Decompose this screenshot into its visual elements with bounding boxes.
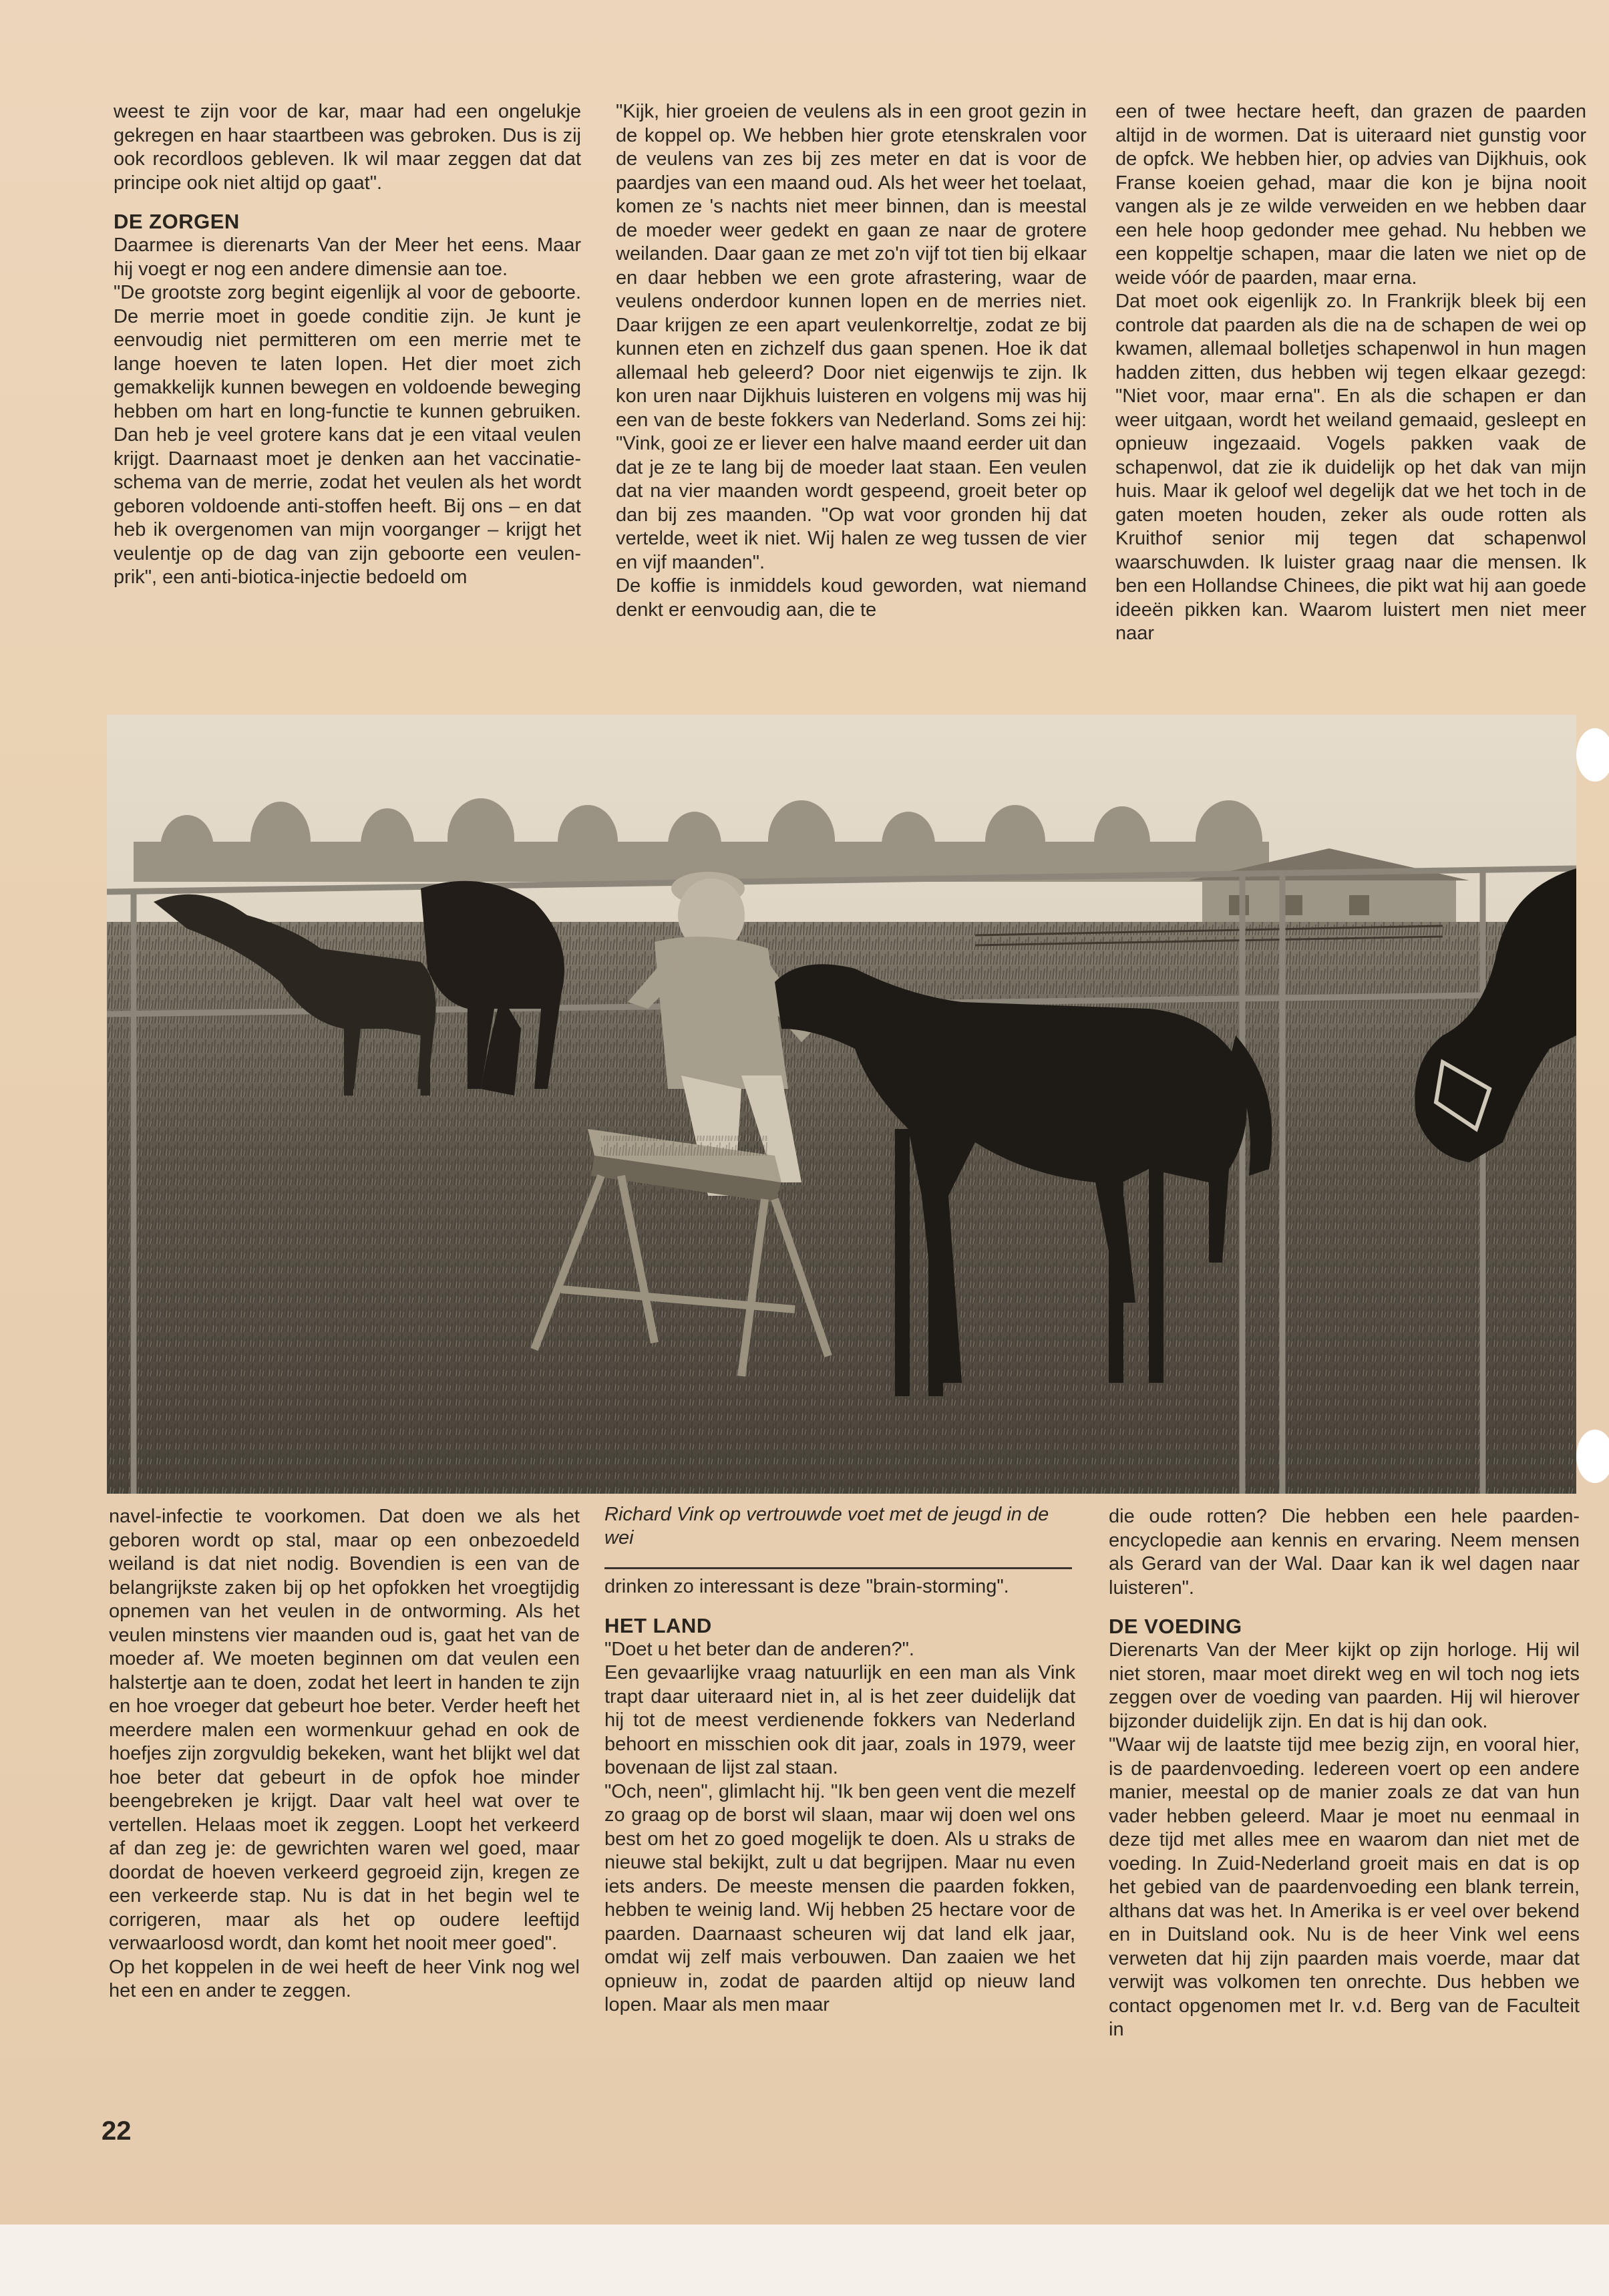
caption-divider [604,1567,1072,1569]
binder-hole-bottom [1576,1430,1609,1483]
page-number: 22 [102,2116,132,2146]
paragraph: "Waar wij de laatste tijd mee bezig zijn, en vooral hier, is de paardenvoeding. Iedereen voert op een andere manier, meestal op de manier zoals ze dat van hun vader hebben geleerd. Maar je moet nu eenmaal in deze tijd met alles mee en waarom dan niet met de voeding. In Zuid-Nederland groeit mais en dat is op het gebied van de paardenvoeding een blank terrein, althans dat was het. In Amerika is er veel over bekend en in Duitsland ook. Nu is de heer Vink wel eens verweten dat hij zijn paarden mais voerde, maar dat verwijt was volkomen ten onrechte. Dus hebben we contact opgenomen met Ir. v.d. Berg van de Faculteit in [1109,1734,1580,2040]
scan-margin [0,2225,1609,2296]
column-2-top [616,100,1087,622]
section-heading-zorgen: DE ZORGEN [114,210,240,233]
paragraph: Dierenarts Van der Meer kijkt op zijn horloge. Hij wil niet storen, maar moet direkt weg en wil toch nog iets zeggen over de voeding van paarden. Hij wil hierover bijzonder duidelijk zijn. En dat is hij dan ook. [1109,1639,1580,1732]
column-3-bottom [1109,1505,1580,2042]
paragraph: "Och, neen", glimlacht hij. "Ik ben geen vent die mezelf zo graag op de borst wil slaan, maar wij doen wel ons best om het zo goed mogelijk te doen. Als u straks de nieuwe stal bekijkt, zult u dat begrijpen. Maar nu even iets anders. De meeste mensen die paarden fokken, hebben te weinig land. Wij hebben 25 hectare voor de paarden. Daarnaast scheuren wij dat land elk jaar, omdat wij zelf mais verbouwen. Dan zaaien we het opnieuw in, zodat de paarden altijd op nieuw land lopen. Maar als men maar [604,1780,1075,2015]
section-heading-land: HET LAND [604,1613,712,1637]
paragraph: een of twee hectare heeft, dan grazen de paarden altijd in de wormen. Dat is uiteraard niet gunstig voor de opfck. We hebben hier, op advies van Dijkhuis, ook Franse koeien gehad, maar die kon je bijna nooit vangen als je ze wilde verweiden en we hebben daar een hele hoop gedonder mee gehad. Nu hebben we een koppeltje schapen, maar die laten we niet op de weide vóór de paarden, maar erna. [1115,101,1586,289]
photo-foals-in-pasture [107,715,1576,1494]
column-1-bottom [109,1505,580,2003]
paragraph: weest te zijn voor de kar, maar had een ongelukje gekregen en haar staartbeen was gebroken. Dus is zij ook recordloos gebleven. Ik wil maar zeggen dat dat principe ook niet altijd op gaat". [114,101,581,194]
paragraph: die oude rotten? Die hebben een hele paarden-encyclopedie aan kennis en ervaring. Neem mensen als Gerard van der Wal. Daar kan ik wel dagen naar luisteren". [1109,1506,1580,1599]
column-1-top [114,100,581,590]
paragraph: "Doet u het beter dan de anderen?". [604,1638,914,1660]
paragraph: De koffie is inmiddels koud geworden, wat niemand denkt er eenvoudig aan, die te [616,575,1087,621]
paragraph: navel-infectie te voorkomen. Dat doen we als het geboren wordt op stal, maar op een onbezoedeld weiland is dat niet nodig. Bovendien is een van de belangrijkste zaken bij op het opfokken het vroegtijdig opnemen van het veulen in de ontworming. Als het veulen minstens vier maanden oud is, gaat het van de moeder af. We moeten beginnen om dat veulen een halstertje aan te doen, zodat het leert in handen te zijn en hoe vroeger dat gebeurt hoe beter. Verder heeft het meerdere malen een wormenkuur gehad en ook de hoefjes zijn zorgvuldig bekeken, want het blijkt wel dat hoe beter dat gebeurt in de opfok hoe minder beengebreken je krijgt. Daar valt heel wat over te vertellen. Helaas moet ik zeggen. Loopt het verkeerd af dan zeg je: de gewrichten waren wel goed, maar doordat de hoeven verkeerd gegroeid zijn, kregen ze een verkeerde stap. Nu is dat in het begin wel te corrigeren, maar als het op oudere leeftijd verwaarloosd wordt, dan komt het nooit meer goed". [109,1506,580,1954]
binder-hole-top [1576,728,1609,782]
section-heading-voeding: DE VOEDING [1109,1615,1242,1638]
column-3-top [1115,100,1586,646]
paragraph: "Kijk, hier groeien de veulens als in een groot gezin in de koppel op. We hebben hier grote etenskralen voor de veulens van zes bij zes meter en dat is voor de paardjes van een maand oud. Als het weer het toelaat, komen ze 's nachts niet meer binnen, dan is meestal de moeder weer gedekt en gaan ze naar de grotere weilanden. Daar gaan ze met zo'n vijf tot tien bij elkaar en daar hebben we een grote afrastering, waar de veulens onderdoor kunnen lopen en de merries niet. Daar krijgen ze een apart veulenkorreltje, zodat ze bij kunnen eten en zichzelf dus gaan spenen. Hoe ik dat allemaal heb geleerd? Door niet eigenwijs te zijn. Ik kon uren naar Dijkhuis luisteren en volgens mij was hij een van de beste fokkers van Nederland. Soms zei hij: "Vink, gooi ze er liever een halve maand eerder uit dan dat je ze te lang bij de moeder laat staan. Een veulen dat na vier maanden wordt gespeend, groeit beter op dan bij zes maanden. "Op wat voor gronden hij dat vertelde, weet ik niet. Wij halen ze weg tussen de vier en vijf maanden". [616,101,1087,573]
paragraph: Op het koppelen in de wei heeft de heer Vink nog wel het een en ander te zeggen. [109,1956,580,2001]
paragraph: Daarmee is dierenarts Van der Meer het eens. Maar hij voegt er nog een andere dimensie aan toe. [114,234,581,280]
photo-caption: Richard Vink op vertrouwde voet met de jeugd in de wei [604,1504,1049,1548]
paragraph: drinken zo interessant is deze "brain-storming". [604,1576,1009,1597]
paragraph: "De grootste zorg begint eigenlijk al voor de geboorte. De merrie moet in goede conditie zijn. Je kunt je eenvoudig niet permitteren om een merrie met te lange hoeven te laten lopen. Het dier moet zich gemakkelijk kunnen bewegen en voldoende beweging hebben om hart en long-functie te kunnen gebruiken. Dan heb je veel grotere kans dat je een vitaal veulen krijgt. Daarnaast moet je denken aan het vaccinatie-schema van de merrie, zodat het veulen als het wordt geboren voldoende anti-stoffen heeft. Bij ons – en dat heb ik overgenomen van mijn voorganger – krijgt het veulentje op de dag van zijn geboorte een veulen-prik", een anti-biotica-injectie bedoeld om [114,282,581,588]
paragraph: Dat moet ook eigenlijk zo. In Frankrijk bleek bij een controle dat paarden als die na de schapen de wei op kwamen, allemaal bolletjes schapenwol in hun magen hadden zitten, dus hebben wij tegen elkaar gezegd: "Niet voor, maar erna". En als die schapen er dan weer uitgaan, wordt het weiland gemaaid, gesleept en opnieuw ingezaaid. Vogels pakken vaak de schapenwol, dat zie ik duidelijk op het dak van mijn huis. Maar ik geloof wel degelijk dat we het toch in de gaten moeten houden, zeker als oude rotten als Kruithof senior mij tegen dat schapenwol waarschuwden. Ik luister graag naar die mensen. Ik ben een Hollandse Chinees, die pikt wat hij aan goede ideeën pikken kan. Waarom luistert men niet meer naar [1115,291,1586,644]
column-2-bottom [604,1575,1075,2017]
paragraph: Een gevaarlijke vraag natuurlijk en een man als Vink trapt daar uiteraard niet in, al is het zeer duidelijk dat hij tot de meest verdienende fokkers van Nederland behoort en misschien ook dit jaar, zoals in 1979, weer bovenaan de lijst zal staan. [604,1662,1075,1778]
